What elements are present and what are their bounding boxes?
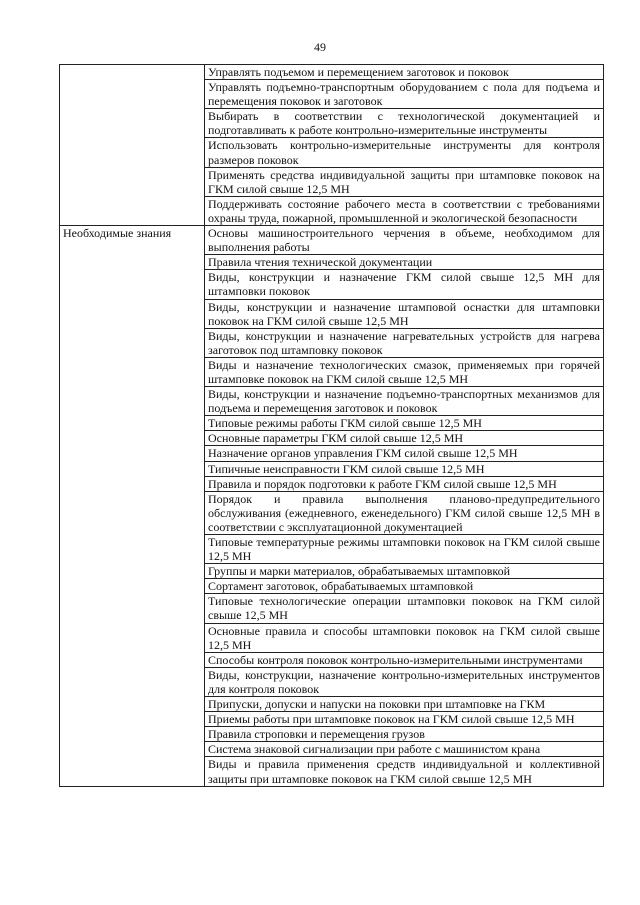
requirement-text: Система знаковой сигнализации при работе с машинистом крана bbox=[205, 742, 604, 757]
requirements-table bbox=[59, 64, 604, 787]
skill-row bbox=[60, 65, 604, 80]
requirement-text: Виды, конструкции и назначение штамповой оснастки для штамповки поковок на ГКМ силой свыше 12,5 МН bbox=[205, 299, 604, 328]
requirement-text: Управлять подъемом и перемещением заготовок и поковок bbox=[205, 65, 604, 80]
requirement-text: Поддерживать состояние рабочего места в соответствии с требованиями охраны труда, пожарной, промышленной и экологической безопасности bbox=[205, 196, 604, 225]
requirements-table-body bbox=[60, 65, 604, 787]
requirement-text: Основы машиностроительного черчения в объеме, необходимом для выполнения работы bbox=[205, 226, 604, 255]
requirement-text: Применять средства индивидуальной защиты при штамповке поковок на ГКМ силой свыше 12,5 МН bbox=[205, 167, 604, 196]
requirement-text: Основные параметры ГКМ силой свыше 12,5 МН bbox=[205, 431, 604, 446]
requirement-text: Назначение органов управления ГКМ силой свыше 12,5 МН bbox=[205, 446, 604, 461]
requirement-text: Приемы работы при штамповке поковок на ГКМ силой свыше 12,5 МН bbox=[205, 712, 604, 727]
knowledge-row bbox=[60, 226, 604, 255]
page-number: 49 bbox=[314, 40, 326, 54]
requirement-text: Порядок и правила выполнения планово-предупредительного обслуживания (ежедневного, еженедельного) ГКМ силой свыше 12,5 МН в соответствии с эксплуатационной документацией bbox=[205, 491, 604, 534]
requirement-text: Типовые технологические операции штамповки поковок на ГКМ силой свыше 12,5 МН bbox=[205, 594, 604, 623]
requirement-text: Виды, конструкции и назначение подъемно-транспортных механизмов для подъема и перемещения заготовок и поковок bbox=[205, 387, 604, 416]
requirement-text: Виды и правила применения средств индивидуальной и коллективной защиты при штамповке поковок на ГКМ силой свыше 12,5 МН bbox=[205, 757, 604, 786]
requirement-text: Виды, конструкции и назначение ГКМ силой свыше 12,5 МН для штамповки поковок bbox=[205, 270, 604, 299]
section-label-empty bbox=[60, 65, 205, 226]
section-label-knowledge: Необходимые знания bbox=[60, 226, 205, 787]
requirement-text: Типовые температурные режимы штамповки поковок на ГКМ силой свыше 12,5 МН bbox=[205, 535, 604, 564]
requirement-text: Группы и марки материалов, обрабатываемых штамповкой bbox=[205, 564, 604, 579]
requirement-text: Использовать контрольно-измерительные инструменты для контроля размеров поковок bbox=[205, 138, 604, 167]
requirement-text: Виды, конструкции, назначение контрольно-измерительных инструментов для контроля поковок bbox=[205, 667, 604, 696]
requirement-text: Правила чтения технической документации bbox=[205, 255, 604, 270]
requirement-text: Типичные неисправности ГКМ силой свыше 12,5 МН bbox=[205, 461, 604, 476]
requirement-text: Припуски, допуски и напуски на поковки при штамповке на ГКМ bbox=[205, 697, 604, 712]
requirement-text: Сортамент заготовок, обрабатываемых штамповкой bbox=[205, 579, 604, 594]
requirement-text: Выбирать в соответствии с технологической документацией и подготавливать к работе контрольно-измерительные инструменты bbox=[205, 109, 604, 138]
requirement-text: Виды и назначение технологических смазок, применяемых при горячей штамповке поковок на ГКМ силой свыше 12,5 МН bbox=[205, 357, 604, 386]
requirement-text: Способы контроля поковок контрольно-измерительными инструментами bbox=[205, 652, 604, 667]
requirement-text: Виды, конструкции и назначение нагревательных устройств для нагрева заготовок под штамповку поковок bbox=[205, 328, 604, 357]
requirement-text: Основные правила и способы штамповки поковок на ГКМ силой свыше 12,5 МН bbox=[205, 623, 604, 652]
requirement-text: Правила строповки и перемещения грузов bbox=[205, 727, 604, 742]
requirement-text: Управлять подъемно-транспортным оборудованием с пола для подъема и перемещения поковок и заготовок bbox=[205, 80, 604, 109]
requirement-text: Правила и порядок подготовки к работе ГКМ силой свыше 12,5 МН bbox=[205, 476, 604, 491]
requirement-text: Типовые режимы работы ГКМ силой свыше 12,5 МН bbox=[205, 416, 604, 431]
